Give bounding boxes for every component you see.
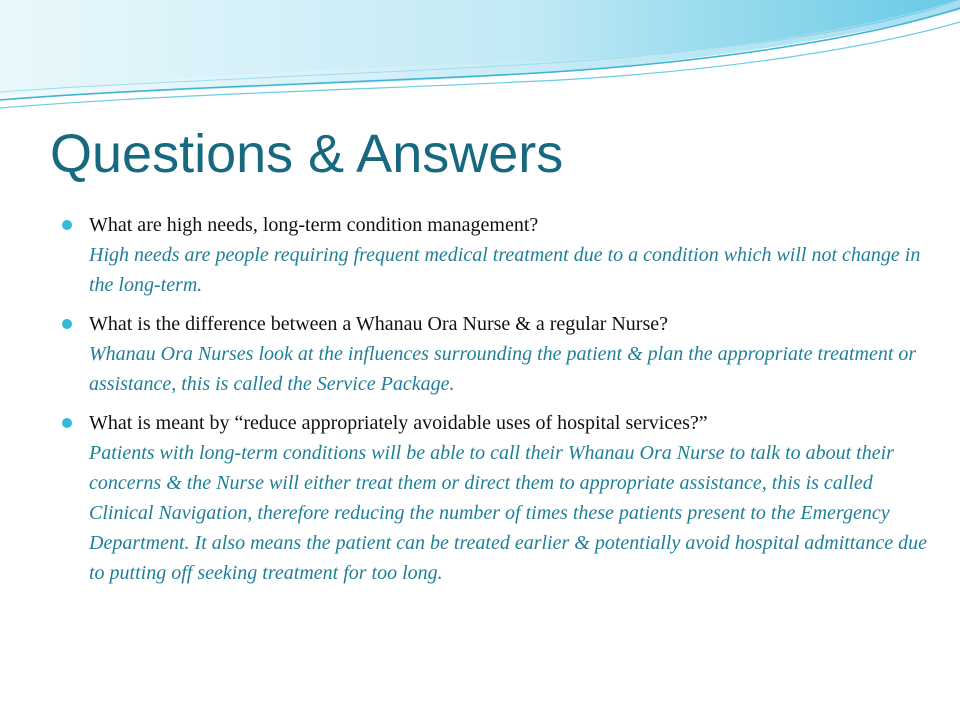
qa-item-avoidable-uses	[62, 408, 932, 588]
qa-item-high-needs	[62, 210, 932, 300]
answer-text: Patients with long-term conditions will be able to call their Whanau Ora Nurse to talk to about their concerns & the Nurse will either treat them or direct them to appropriate assistance, this is called Clinical Navigation, therefore reducing the number of times these patients present to the Emergency Department. It also means the patient can be treated earlier & potentially avoid hospital admittance due to putting off seeking treatment for too long.	[89, 442, 927, 584]
question-text: What is meant by “reduce appropriately avoidable uses of hospital services?”	[89, 412, 708, 434]
wave-band-front	[0, 0, 960, 96]
bullet-icon	[62, 418, 72, 428]
slide-title: Questions & Answers	[50, 124, 564, 184]
question-text: What are high needs, long-term condition management?	[89, 214, 539, 236]
question-text: What is the difference between a Whanau Ora Nurse & a regular Nurse?	[89, 313, 668, 335]
qa-item-nurse-difference	[62, 309, 932, 399]
qa-list	[62, 210, 932, 597]
answer-text: Whanau Ora Nurses look at the influences surrounding the patient & plan the appropriate treatment or assistance, this is called the Service Package.	[89, 343, 917, 395]
bullet-icon	[62, 220, 72, 230]
decorative-wave-banner	[0, 0, 960, 130]
bullet-icon	[62, 319, 72, 329]
answer-text: High needs are people requiring frequent medical treatment due to a condition which will not change in the long-term.	[89, 244, 921, 296]
